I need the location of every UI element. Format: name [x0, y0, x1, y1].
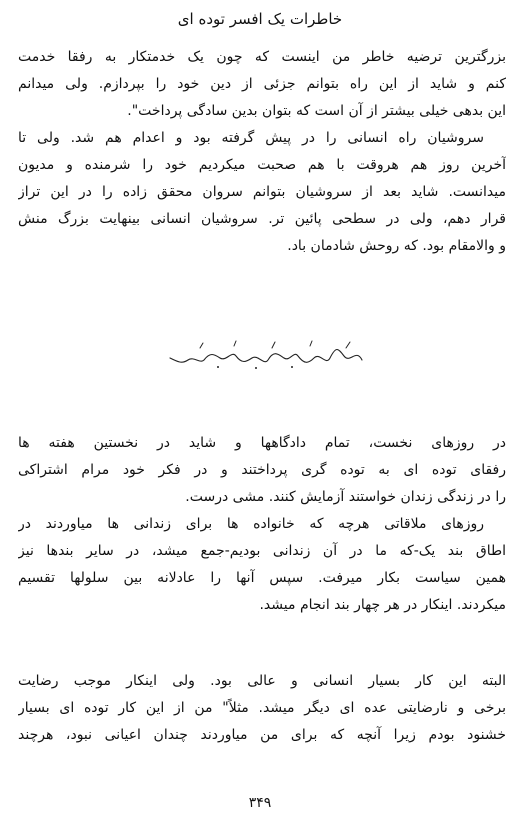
text-line: بزرگترین ترضیه خاطر من اینست که چون یک خدمتکار به رفقا خدمت	[18, 49, 506, 65]
text-line: خشنود بودم زیرا آنچه که برای من میاوردند چندان اعیانی نبود، هرچند	[18, 727, 506, 743]
text-line: این بدهی خیلی بیشتر از آن است که بتوان بدین سادگی پرداخت".	[127, 103, 506, 119]
text-line: و والامقام بود. که روحش شادمان باد.	[287, 238, 506, 254]
text-line: کنم و شاید از این راه بتوانم جزئی از دین خود را بپردازم. ولی میدانم	[18, 76, 506, 92]
text-line: آخرین روز هم هروقت با هم صحبت میکردیم خود را شرمنده و مدیون	[18, 157, 506, 173]
text-line: همین سیاست بکار میرفت. سپس آنها را عادلانه بین سلولها تقسیم	[18, 570, 506, 586]
text-line: برخی و نارضایتی عده ای دیگر میشد. مثلاً" من از این کار توده ای بسیار	[18, 700, 506, 716]
page-title: خاطرات یک افسر توده ای	[177, 10, 343, 28]
handwritten-signature	[160, 338, 370, 374]
page-number: ۳۴۹	[248, 795, 272, 811]
text-line: میدانست. شاید بعد از سروشیان بتوانم سروان محقق زاده را در این تراز	[18, 184, 506, 200]
paragraph-block-3	[18, 668, 506, 749]
text-line: اطاق بند یک-که ما در آن زندانی بودیم-جمع میشد، در سایر بندها نیز	[18, 543, 506, 559]
text-line: سروشیان راه انسانی را در پیش گرفته بود و اعدام هم شد. ولی تا	[18, 130, 484, 146]
text-line: میکردند. اینکار در هر چهار بند انجام میشد.	[259, 597, 506, 613]
text-line: قرار دهم، ولی در سطحی پائین تر. سروشیان انسانی بینهایت بزرگ منش	[18, 211, 506, 227]
paragraph-block-1	[18, 44, 506, 260]
paragraph-block-2	[18, 430, 506, 619]
text-line: رفقای توده ای به توده گری پرداختند و در فکر خود مرام اشتراکی	[18, 462, 506, 478]
text-line: در روزهای نخست، تمام دادگاهها و شاید در نخستین هفته ها	[18, 435, 506, 451]
text-line: را در زندگی زندان خواستند آزمایش کنند. مشی درست.	[185, 489, 506, 505]
text-line: البته این کار بسیار انسانی و عالی بود. ولی اینکار موجب رضایت	[18, 673, 506, 689]
text-line: روزهای ملاقاتی هرچه که خانواده ها برای زندانی ها میاوردند در	[18, 516, 484, 532]
